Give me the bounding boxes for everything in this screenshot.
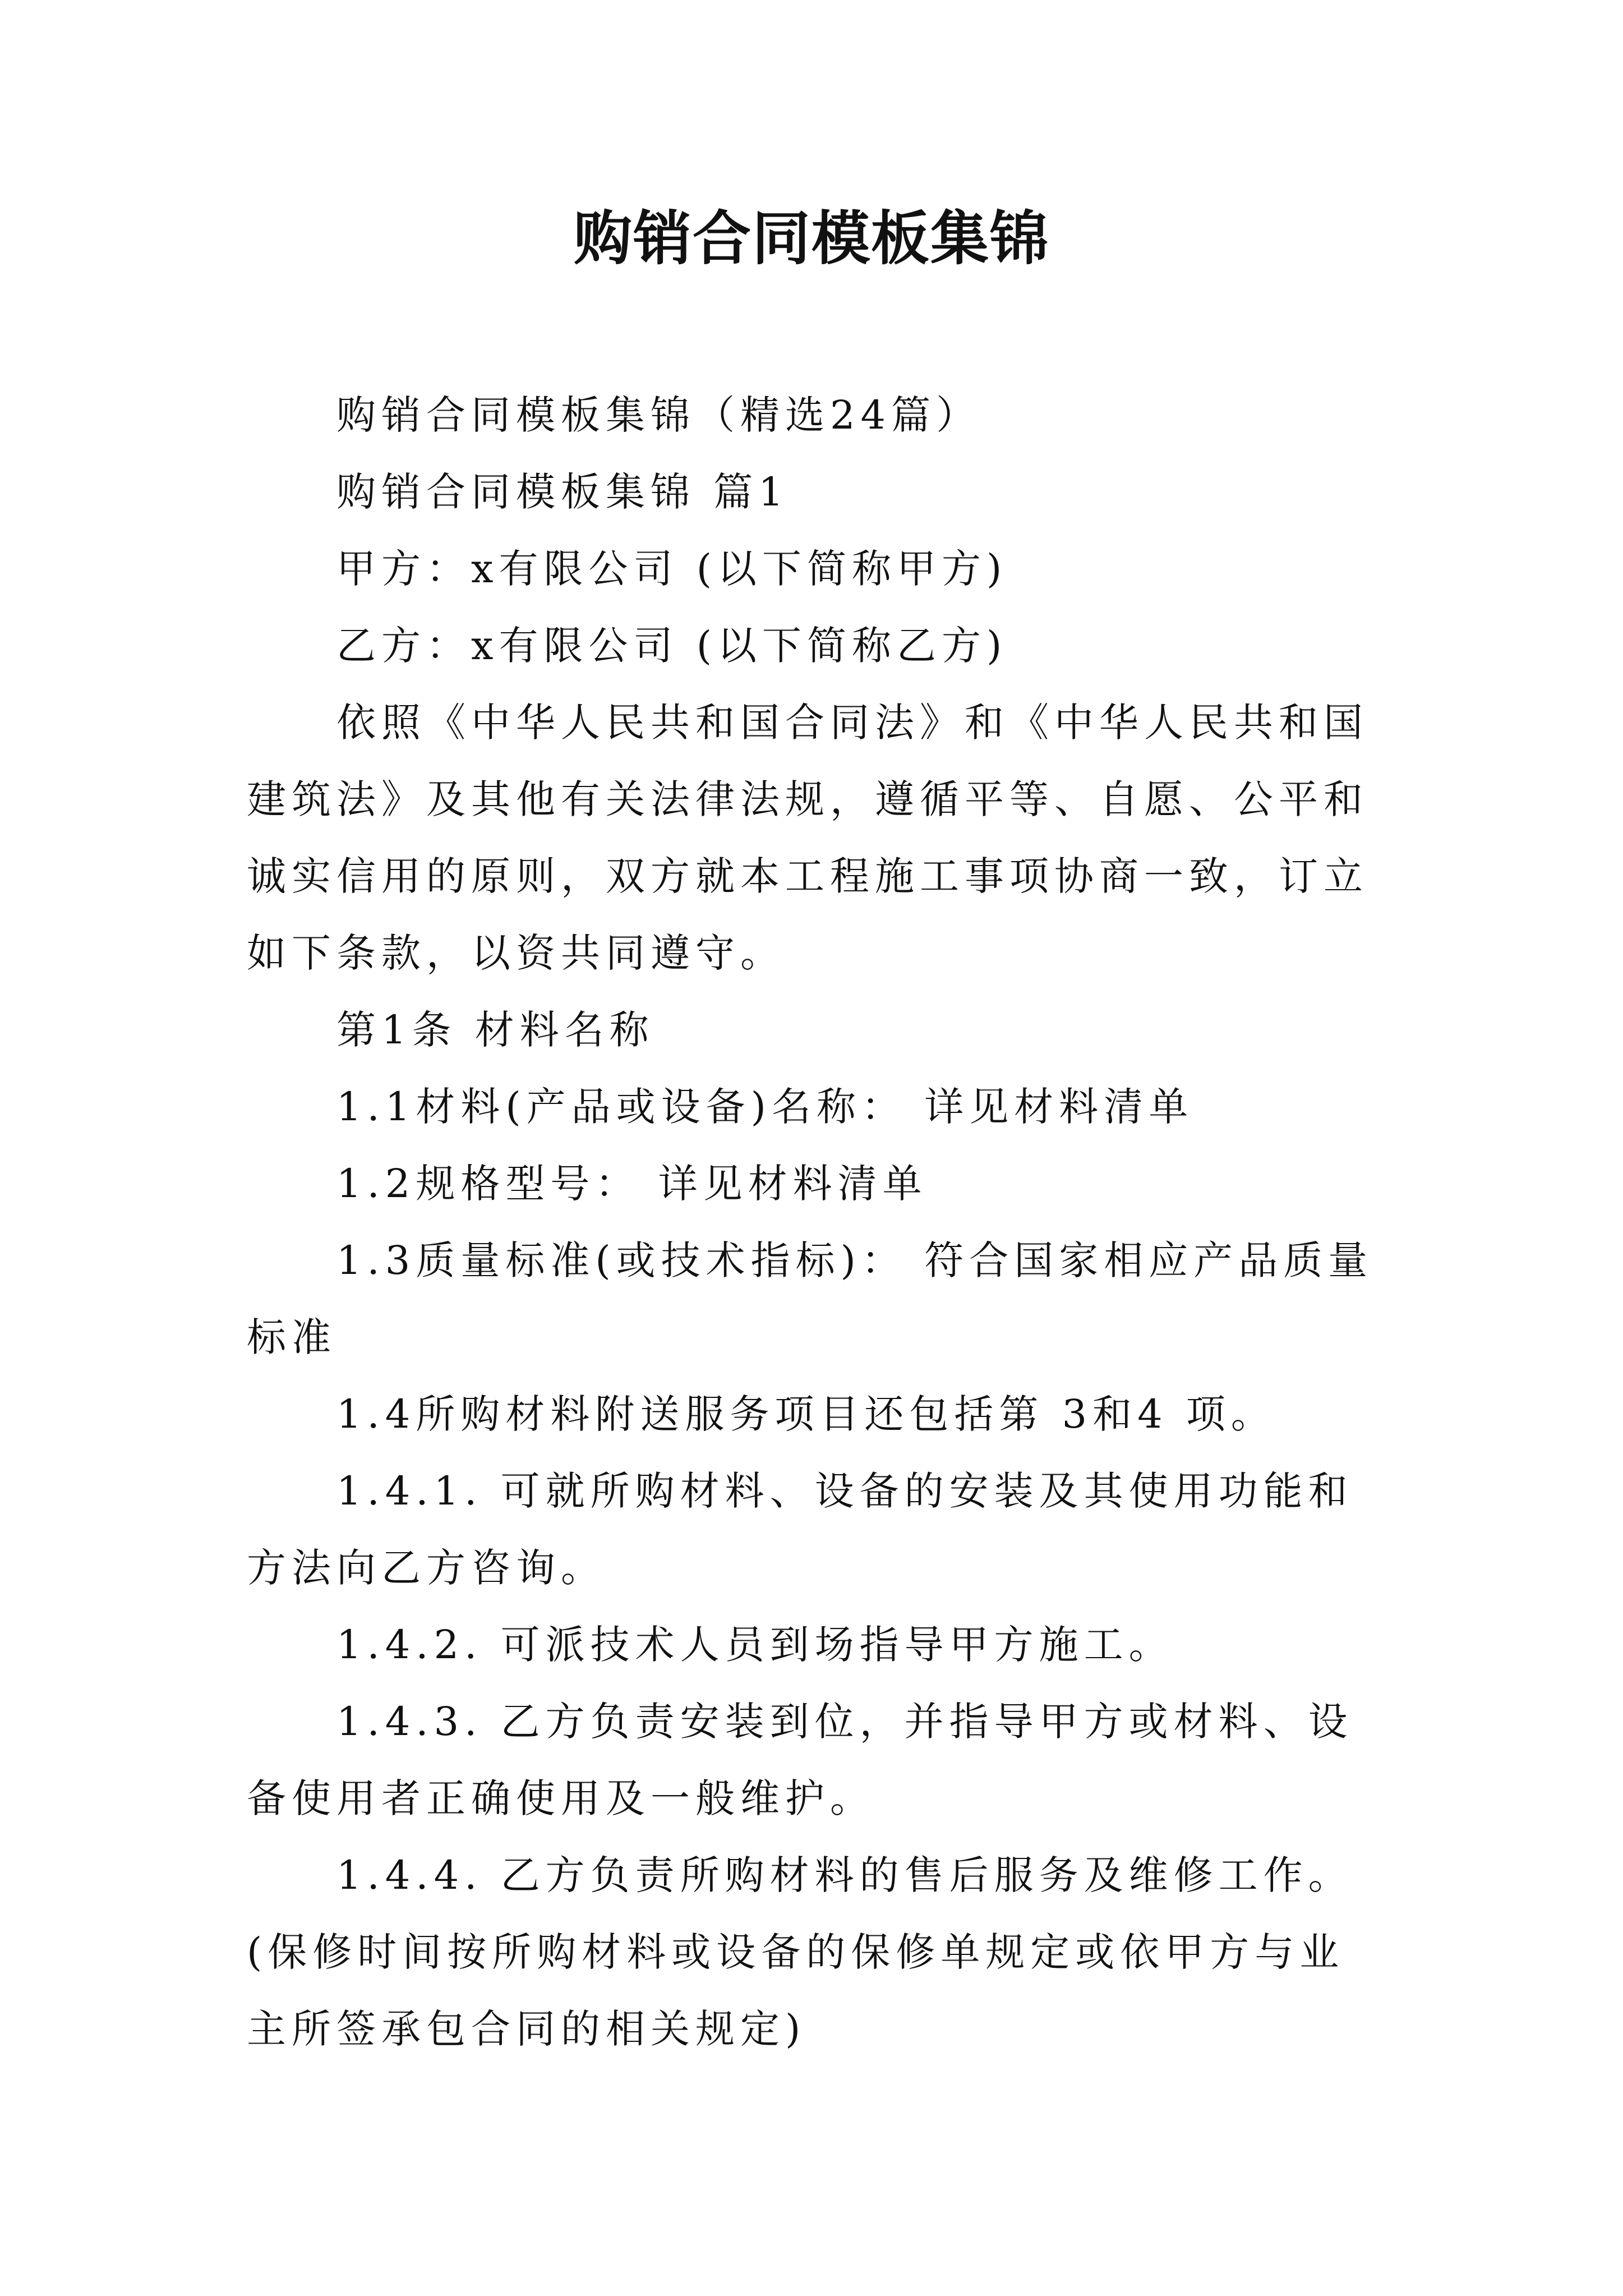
document-body — [247, 377, 1382, 2068]
paragraph-clause-1-3: 1.3质量标准(或技术指标)： 符合国家相应产品质量标准 — [247, 1237, 1373, 1360]
paragraph-clause-1-4-4: 1.4.4. 乙方负责所购材料的售后服务及维修工作。(保修时间按所购材料或设备的保修单规定或依甲方与业主所签承包合同的相关规定) — [247, 1852, 1353, 2052]
paragraph-party-b: 乙方：x有限公司 (以下简称乙方) — [336, 623, 1008, 669]
paragraph-clause-1-4-3: 1.4.3. 乙方负责安装到位，并指导甲方或材料、设备使用者正确使用及一般维护。 — [247, 1699, 1353, 1821]
paragraph-clause-1-2: 1.2规格型号： 详见材料清单 — [336, 1161, 928, 1207]
paragraph-subtitle: 购销合同模板集锦（精选24篇） — [336, 392, 981, 438]
paragraph-party-a: 甲方：x有限公司 (以下简称甲方) — [336, 546, 1008, 592]
paragraph-article-1: 第1条 材料名称 — [336, 1007, 654, 1053]
paragraph-clause-1-4: 1.4所购材料附送服务项目还包括第 3和4 项。 — [336, 1391, 1276, 1437]
paragraph-section-heading: 购销合同模板集锦 篇1 — [336, 469, 789, 515]
paragraph-clause-1-1: 1.1材料(产品或设备)名称： 详见材料清单 — [336, 1084, 1194, 1130]
paragraph-clause-1-4-2: 1.4.2. 可派技术人员到场指导甲方施工。 — [336, 1622, 1174, 1668]
paragraph-preamble: 依照《中华人民共和国合同法》和《中华人民共和国建筑法》及其他有关法律法规，遵循平等、自愿、公平和诚实信用的原则，双方就本工程施工事项协商一致，订立如下条款，以资共同遵守。 — [247, 700, 1368, 976]
document-title: 购销合同模板集锦 — [573, 204, 1049, 273]
paragraph-clause-1-4-1: 1.4.1. 可就所购材料、设备的安装及其使用功能和方法向乙方咨询。 — [247, 1468, 1353, 1591]
